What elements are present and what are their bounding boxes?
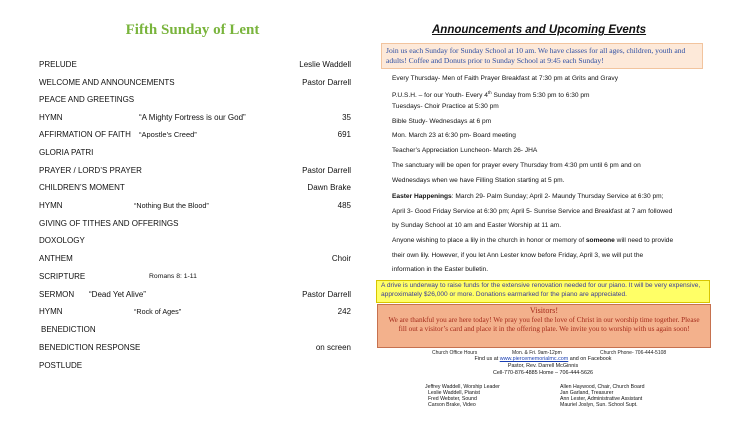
staff-left-3: Carson Brake, Video xyxy=(428,402,476,408)
order-item-label: HYMN xyxy=(39,113,63,122)
staff-right-2: Ann Lester, Administrative Assistant xyxy=(560,396,643,402)
staff-right-0: Allen Haywood, Chair, Church Board xyxy=(560,384,645,390)
easter-label: Easter Happenings xyxy=(392,193,452,200)
event-line: The sanctuary will be open for prayer every Thursday from 4:30 pm until 6 pm and on xyxy=(392,162,641,169)
order-item-leader: on screen xyxy=(315,343,351,352)
event-line: Teacher’s Appreciation Luncheon- March 26- JHA xyxy=(392,147,538,154)
order-item-label: PRAYER / LORD’S PRAYER xyxy=(39,166,142,175)
order-row xyxy=(39,58,351,72)
order-row xyxy=(39,128,351,142)
website-link[interactable]: www.piercememorialmc.com xyxy=(499,356,569,362)
order-item-detail: “A Mighty Fortress is our God” xyxy=(139,113,246,122)
lily-line: Anyone wishing to place a lily in the church in honor or memory of someone will need to provide xyxy=(392,237,674,244)
staff-right-1: Jan Garland, Treasurer xyxy=(560,390,614,396)
order-item-detail: “Rock of Ages” xyxy=(134,307,182,316)
order-row xyxy=(39,199,351,213)
order-item-label: POSTLUDE xyxy=(39,361,83,370)
order-item-label: DOXOLOGY xyxy=(39,236,85,245)
order-item-label: CHILDREN’S MOMENT xyxy=(39,183,125,192)
order-item-leader: 485 xyxy=(337,201,351,210)
order-item-label: HYMN xyxy=(39,307,63,316)
sunday-school-text: Join us each Sunday for Sunday School at 10 am. We have classes for all ages, children, youth and adults! Coffee and Donuts prior to Sunday School at 9:45 each Sunday! xyxy=(386,46,686,65)
order-row xyxy=(39,305,351,319)
easter-line: by Sunday School at 10 am and Easter Worship at 11 am. xyxy=(392,222,562,229)
order-row xyxy=(39,217,351,231)
staff-left-0: Jeffrey Waddell, Worship Leader xyxy=(425,384,500,390)
order-row xyxy=(39,93,351,107)
order-item-label: BENEDICTION RESPONSE xyxy=(39,343,141,352)
order-row xyxy=(39,146,351,160)
easter-line: April 3- Good Friday Service at 6:30 pm; April 5- Sunrise Service and Breakfast at 7 am followed xyxy=(392,208,673,215)
order-item-label: SCRIPTURE xyxy=(39,272,86,281)
piano-drive-text: A drive is underway to raise funds for the extensive renovation needed for our piano. It will be very expensive, approximately $26,000 or more. Donations earmarked for the piano are appreciated. xyxy=(381,282,701,298)
event-line: Tuesdays- Choir Practice at 5:30 pm xyxy=(392,103,499,110)
order-item-label: ANTHEM xyxy=(39,254,73,263)
lily-line: their own lily. However, if you let Ann Lester know before Friday, April 3, we will put the xyxy=(392,252,644,259)
order-item-leader: Choir xyxy=(331,254,351,263)
lily-line: information in the Easter bulletin. xyxy=(392,266,489,273)
order-item-leader: Pastor Darrell xyxy=(302,166,351,175)
visitors-box xyxy=(377,304,711,348)
order-item-label: WELCOME AND ANNOUNCEMENTS xyxy=(39,78,175,87)
event-line: Wednesdays when we have Filling Station starting at 5 pm. xyxy=(392,177,565,184)
find-us-line: Find us at www.piercememorialmc.com and on Facebook xyxy=(474,356,612,362)
event-line: Mon. March 23 at 6:30 pm- Board meeting xyxy=(392,132,516,139)
order-item-label: GLORIA PATRI xyxy=(39,148,94,157)
order-row xyxy=(39,76,351,90)
office-hours: Mon. & Fri. 9am-12pm xyxy=(512,350,562,356)
order-row xyxy=(39,252,351,266)
order-item-detail: “Dead Yet Alive” xyxy=(89,290,146,299)
pastor-phone: Cell-770-876-4885 Home – 706-444-5626 xyxy=(492,370,594,376)
sunday-school-box xyxy=(381,43,703,69)
pastor-line: Pastor, Rev. Darrell McGinnis xyxy=(507,363,579,369)
staff-right-3: Mauriel Joslyn, Sun. School Supt. xyxy=(560,402,638,408)
order-row xyxy=(39,270,351,284)
order-item-leader: 691 xyxy=(337,130,351,139)
order-row xyxy=(39,288,351,302)
announcements-title: Announcements and Upcoming Events xyxy=(432,24,647,36)
order-row xyxy=(39,341,351,355)
order-row xyxy=(39,164,351,178)
order-item-label: HYMN xyxy=(39,201,63,210)
church-phone: Church Phone- 706-444-5108 xyxy=(600,350,667,356)
easter-line: Easter Happenings: March 29- Palm Sunday; April 2- Maundy Thursday Service at 6:30 pm; xyxy=(392,193,664,200)
order-item-leader: Pastor Darrell xyxy=(302,78,351,87)
order-item-leader: 35 xyxy=(342,113,351,122)
order-item-label: PEACE AND GREETINGS xyxy=(39,95,135,104)
event-line: Every Thursday- Men of Faith Prayer Breakfast at 7:30 pm at Grits and Gravy xyxy=(392,75,618,82)
order-item-detail: Romans 8: 1-11 xyxy=(149,273,197,280)
order-item-label: BENEDICTION xyxy=(41,325,96,334)
order-row xyxy=(39,181,351,195)
order-item-label: PRELUDE xyxy=(39,60,77,69)
event-line: Bible Study- Wednesdays at 6 pm xyxy=(392,118,492,125)
order-item-detail: “Apostle’s Creed” xyxy=(139,130,197,139)
order-row xyxy=(39,111,351,125)
staff-left-2: Fred Webster, Sound xyxy=(428,396,477,402)
visitors-title: Visitors! xyxy=(529,306,559,315)
event-line: P.U.S.H. – for our Youth- Every 4th Sunday from 5:30 pm to 6:30 pm xyxy=(392,90,590,100)
piano-drive-box xyxy=(376,280,710,303)
order-row xyxy=(39,234,351,248)
staff-left-1: Leslie Waddell, Pianist xyxy=(428,390,480,396)
order-item-leader: Dawn Brake xyxy=(307,183,351,192)
order-item-leader: Leslie Waddell xyxy=(299,60,351,69)
order-row xyxy=(41,323,353,337)
order-row xyxy=(39,359,351,373)
order-item-label: SERMON xyxy=(39,290,75,299)
office-hours-label: Church Office Hours xyxy=(432,350,478,356)
visitors-text: We are thankful you are here today! We pray you feel the love of Christ in our worship time together. Please fill out a visitor’s card and place it in the offering plate. We invite you to worship with us again soon! xyxy=(388,316,700,333)
order-item-label: AFFIRMATION OF FAITH xyxy=(39,130,131,139)
order-item-label: GIVING OF TITHES AND OFFERINGS xyxy=(39,219,179,228)
order-item-leader: Pastor Darrell xyxy=(302,290,351,299)
order-item-detail: “Nothing But the Blood” xyxy=(134,201,209,210)
bulletin-title: Fifth Sunday of Lent xyxy=(125,22,260,38)
order-item-leader: 242 xyxy=(337,307,351,316)
